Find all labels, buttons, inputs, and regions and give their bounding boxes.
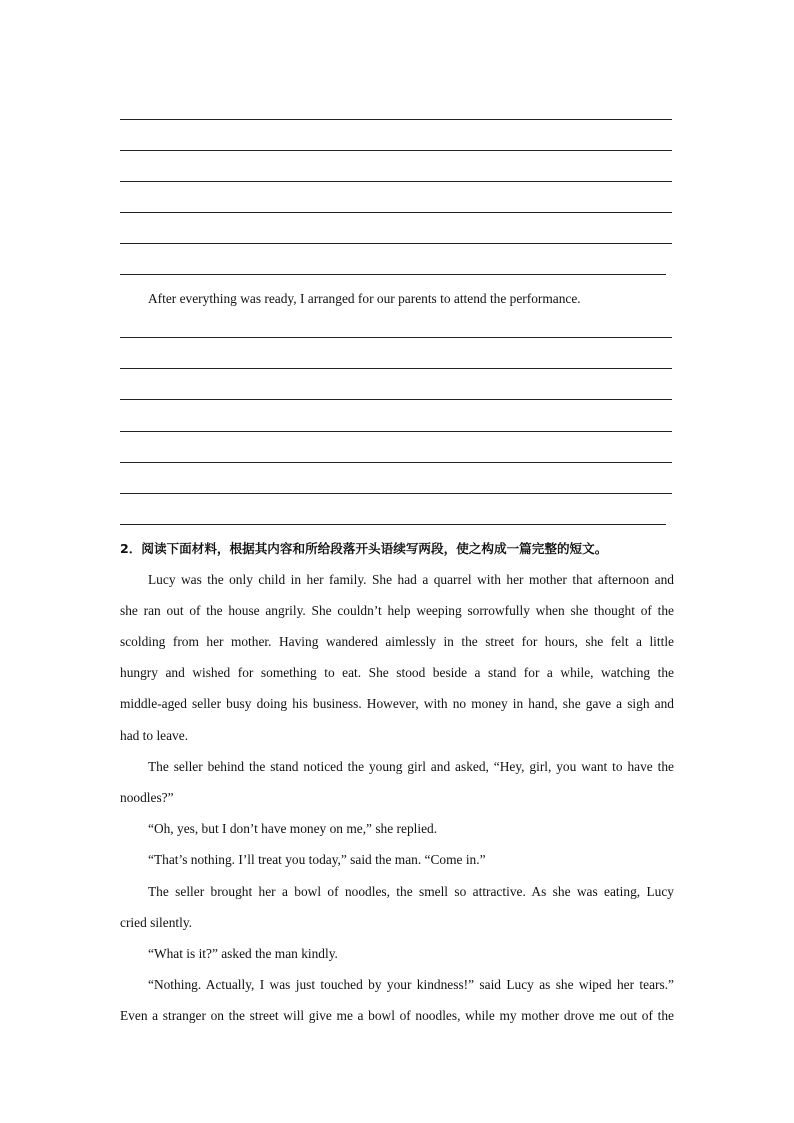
passage-line: The seller brought her a bowl of noodles, the smell so attractive. As she was eating, Lucy [148,884,674,899]
writing-line [120,399,672,400]
writing-line [120,274,666,275]
passage-line: “What is it?” asked the man kindly. [148,946,338,961]
writing-line [120,524,666,525]
passage-line: had to leave. [120,728,189,743]
passage-line: noodles?” [120,790,174,805]
writing-line [120,431,672,432]
continuation-prompt: After everything was ready, I arranged for our parents to attend the performance. [148,291,581,306]
passage-line: middle-aged seller busy doing his business. However, with no money in hand, she gave a sigh and [120,696,674,711]
passage-line: “Oh, yes, but I don’t have money on me,” she replied. [148,821,438,836]
writing-line [120,212,672,213]
writing-line [120,150,672,151]
passage-line: hungry and wished for something to eat. She stood beside a stand for a while, watching the [120,665,674,680]
writing-line [120,368,672,369]
passage-line: she ran out of the house angrily. She couldn’t help weeping sorrowfully when she thought of the [120,603,674,618]
passage-line: cried silently. [120,915,193,930]
writing-line [120,337,672,338]
passage-line: Lucy was the only child in her family. She had a quarrel with her mother that afternoon and [148,572,674,587]
writing-line [120,493,672,494]
passage-line: “Nothing. Actually, I was just touched by your kindness!” said Lucy as she wiped her tears.” [148,977,674,992]
passage-line: “That’s nothing. I’ll treat you today,” said the man. “Come in.” [148,852,486,867]
writing-line [120,181,672,182]
passage-line: Even a stranger on the street will give me a bowl of noodles, while my mother drove me out of the [120,1008,674,1023]
passage-line: The seller behind the stand noticed the young girl and asked, “Hey, girl, you want to have the [148,759,674,774]
writing-line [120,462,672,463]
writing-line [120,119,672,120]
passage-line: scolding from her mother. Having wandered aimlessly in the street for hours, she felt a little [120,634,674,649]
question-heading: 2．阅读下面材料，根据其内容和所给段落开头语续写两段，使之构成一篇完整的短文。 [120,541,608,556]
writing-line [120,243,672,244]
